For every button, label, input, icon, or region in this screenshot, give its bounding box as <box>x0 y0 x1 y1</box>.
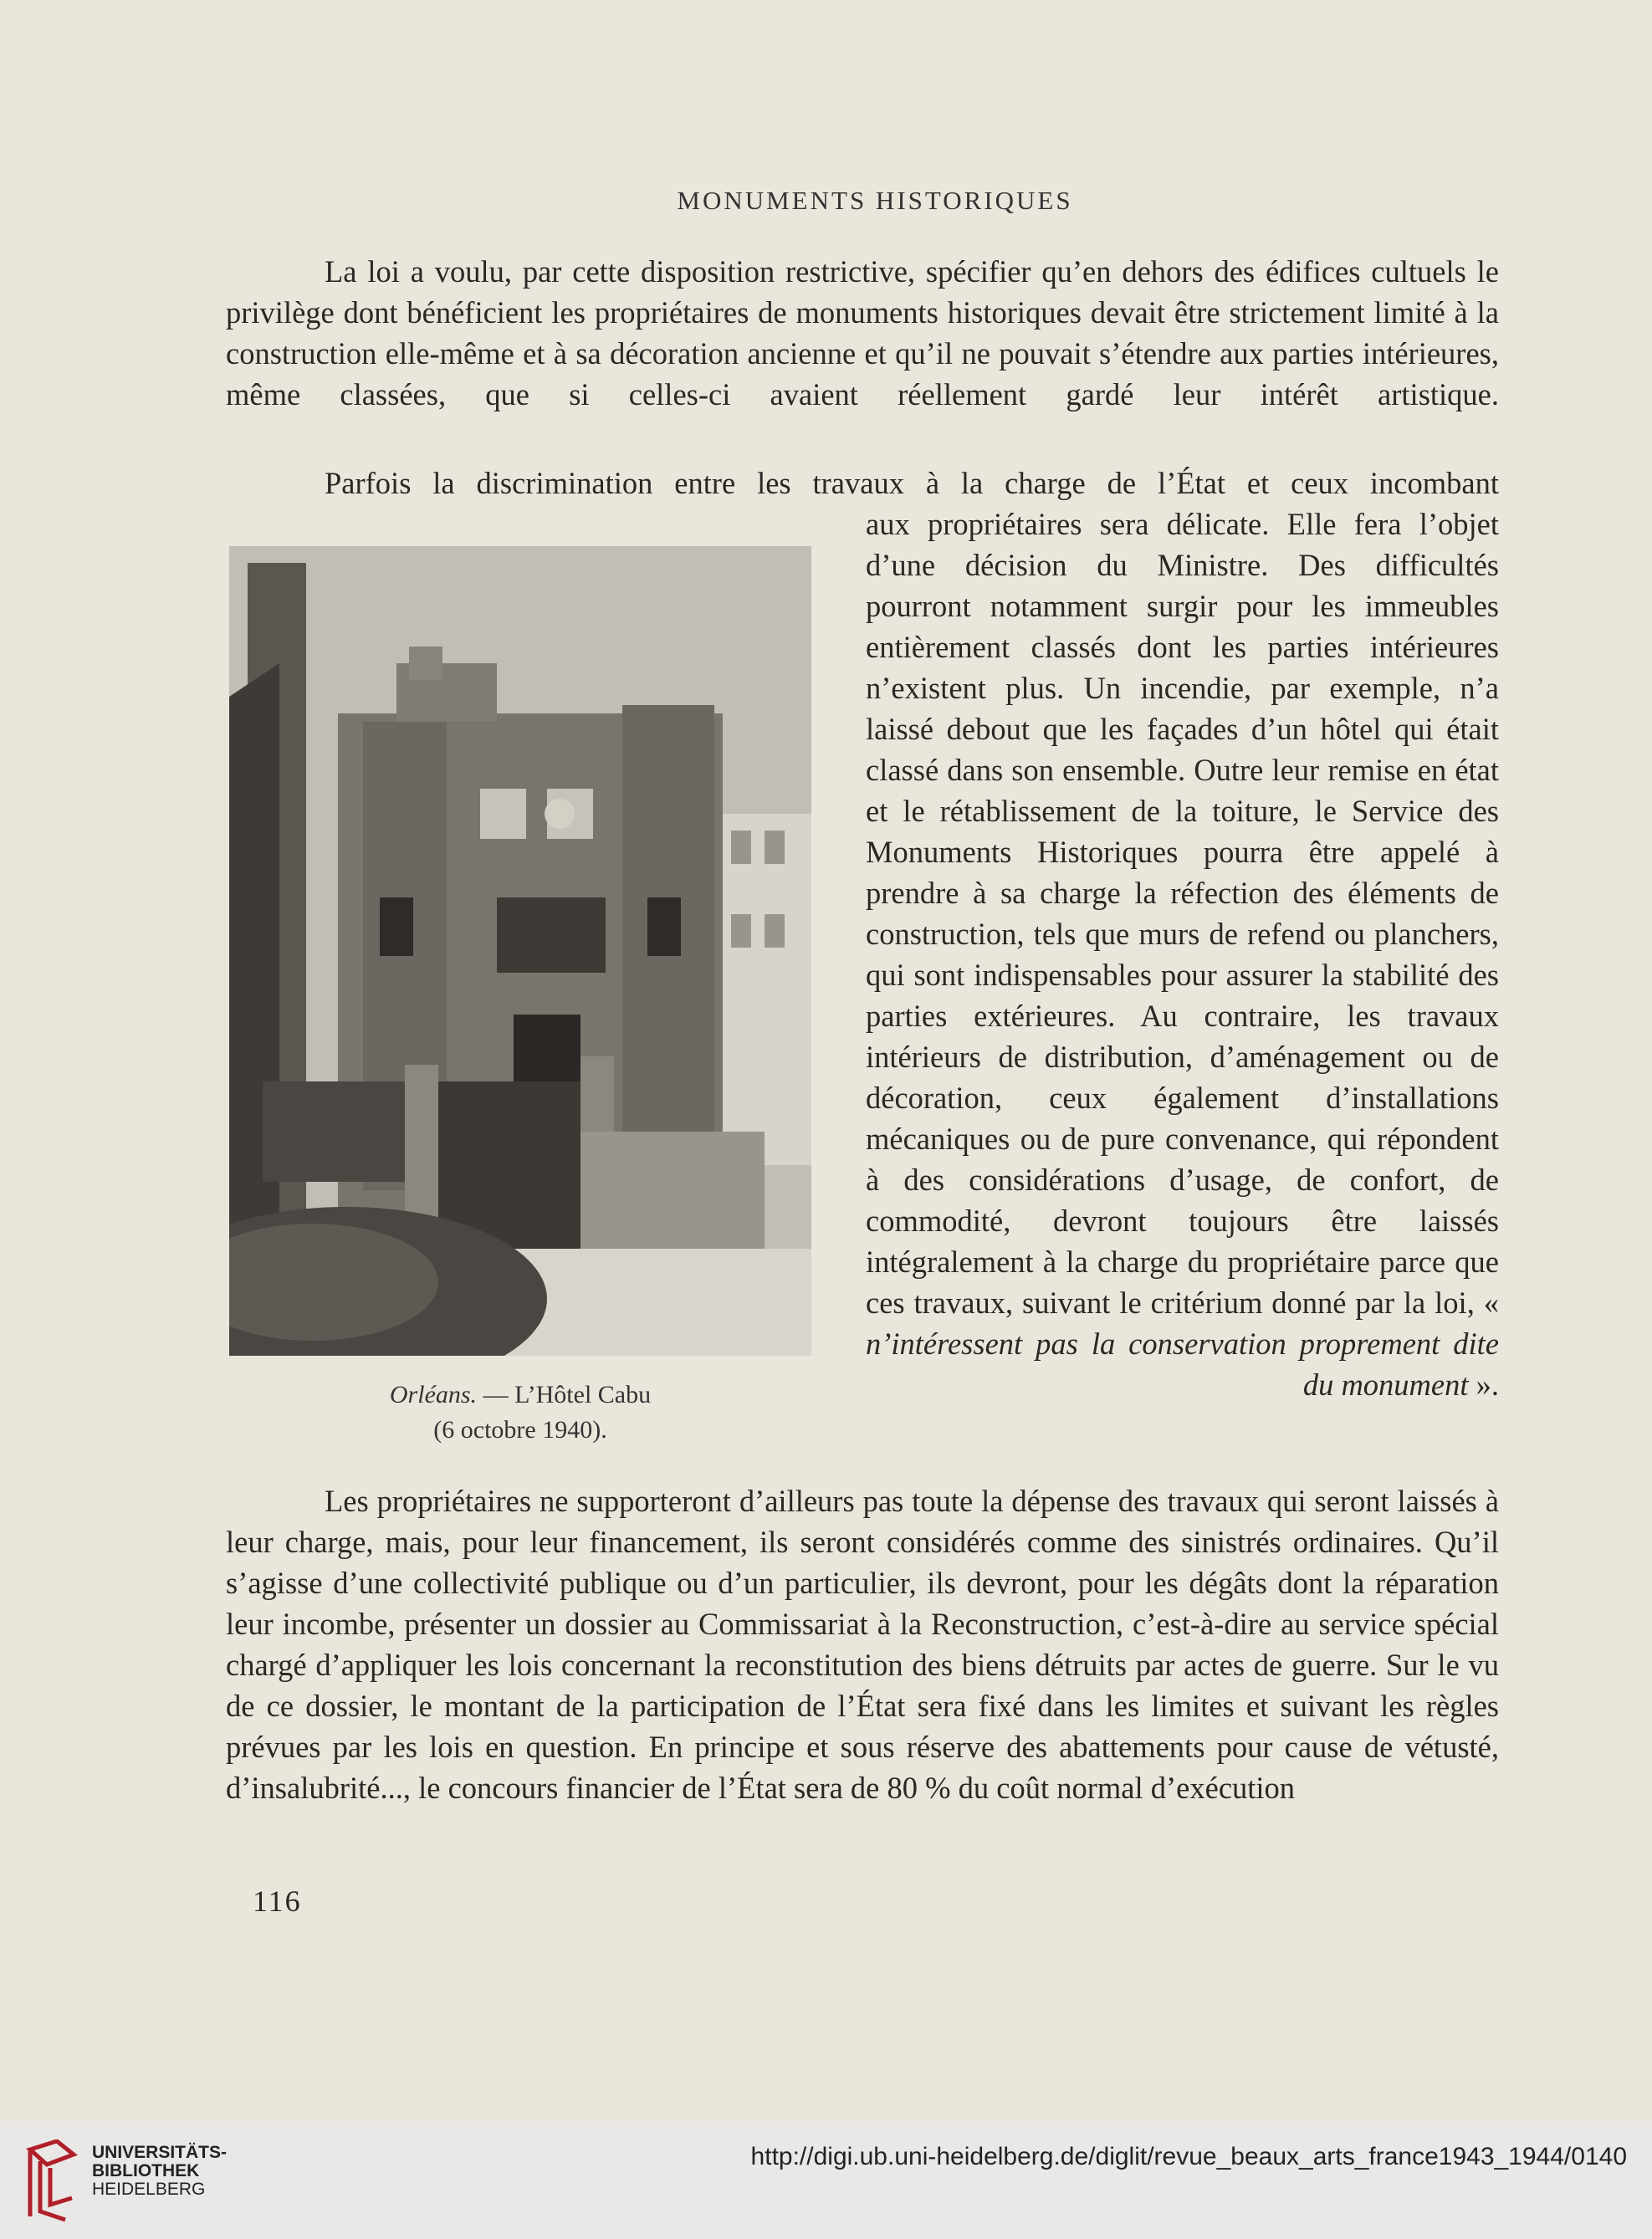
photo-caption-date: (6 octobre 1940). <box>433 1416 607 1444</box>
library-name <box>92 2144 227 2199</box>
paragraph-3: Les propriétaires ne supporteront d’ailleurs pas toute la dépense des travaux qui seront laissés à leur charge, mais, pour leur financement, ils seront considérés comme des sinistrés ordinaires. Qu’il s’agisse d’une collectivité publique ou d’un particulier, ils devront, pour les dégâts dont la réparation leur incombe, présenter un dossier au Commissariat à la Reconstruction, c’est-à-dire au service spécial chargé d’appliquer les lois concernant la reconstitution des biens détruits par actes de guerre. Sur le vu de ce dossier, le montant de la participation de l’État sera fixé dans les limites et suivant les règles prévues par les lois en question. En principe et sous réserve des abattements pour cause de vétusté, d’insalubrité..., le concours financier de l’État sera de 80 % du coût normal d’exécution <box>226 1484 1499 1805</box>
paragraph-2-body: aux propriétaires sera délicate. Elle fera l’objet d’une décision du Ministre. Des difficultés pourront notamment surgir pour les immeubles entièrement classés dont les parties intérieures n’existent plus. Un incendie, par exemple, n’a laissé debout que les façades d’un hôtel qui était classé dans son ensemble. Outre leur remise en état et le rétablissement de la toiture, le Service des Monuments Historiques pourra être appelé à prendre à sa charge la réfection des éléments de construction, tels que murs de refend ou planchers, qui sont indispensables pour assurer la stabilité des parties extérieures. Au contraire, les travaux intérieurs de distribution, d’aménagement ou de décoration, ceux également d’installations mécaniques ou de pure convenance, qui répondent à des considérations d’usage, de confort, de commodité, devront toujours être laissés intégralement à la charge du propriétaire parce que ces travaux, suivant le critérium donné par la loi, « <box>866 507 1499 1320</box>
photo-hotel-cabu <box>229 546 811 1356</box>
caption-place: Orléans. <box>389 1381 478 1408</box>
library-name-line-1: UNIVERSITÄTS- <box>92 2143 228 2162</box>
photo-caption-line-1 <box>229 1378 811 1412</box>
paragraph-2-first-line: Parfois la discrimination entre les travaux à la charge de l’État et ceux incombant <box>325 466 1499 500</box>
library-logo-icon <box>22 2139 80 2223</box>
library-name-line-3: HEIDELBERG <box>92 2180 206 2199</box>
paragraph-2-end: ». <box>1476 1367 1499 1402</box>
caption-title: — L’Hôtel Cabu <box>477 1381 652 1408</box>
source-url-link[interactable]: http://digi.ub.uni-heidelberg.de/diglit/revue_beaux_arts_france1943_1944/0140 <box>750 2143 1627 2170</box>
library-name-line-2: BIBLIOTHEK <box>92 2161 200 2180</box>
building-ruin-illustration <box>229 546 811 1356</box>
paragraph-1: La loi a voulu, par cette disposition restrictive, spécifier qu’en dehors des édifices cultuels le privilège dont bénéficient les propriétaires de monuments historiques devait être strictement limité à la construction elle-même et à sa décoration ancienne et qu’il ne pouvait s’étendre aux parties intérieures, même classées, que si celles-ci avaient réellement gardé leur intérêt artistique. <box>226 254 1499 412</box>
page-number: 116 <box>253 1884 302 1918</box>
paragraph-2-wrapped-text <box>866 504 1499 1405</box>
running-header: MONUMENTS HISTORIQUES <box>677 186 1073 215</box>
footer-bar <box>0 2121 1652 2239</box>
paragraph-2-quote: n’intéressent pas la conservation proprement dite du monument <box>866 1327 1499 1402</box>
